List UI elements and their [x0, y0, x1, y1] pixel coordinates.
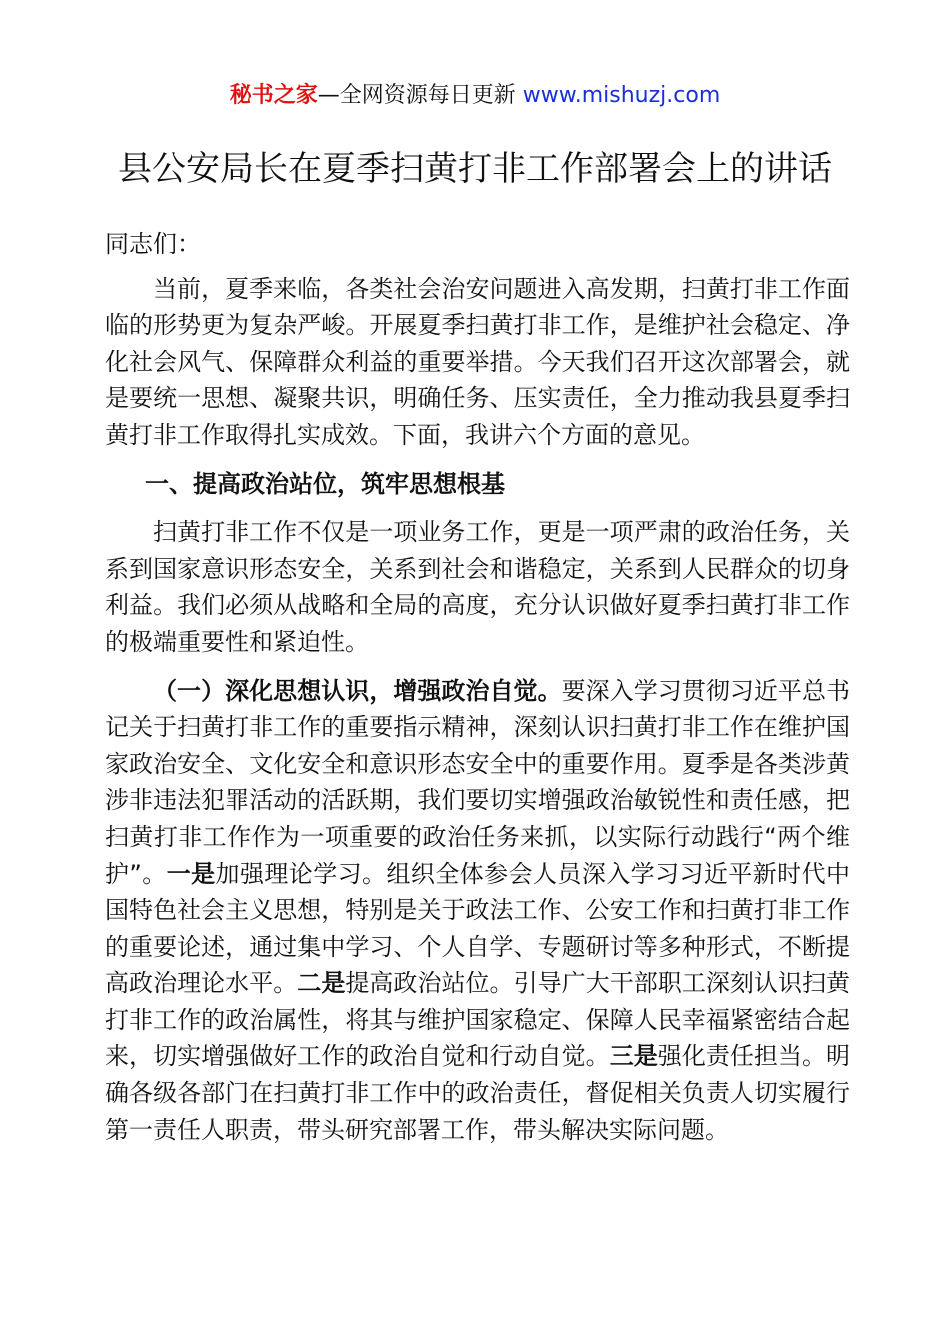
salutation: 同志们：	[105, 230, 201, 258]
subsection-1-text-1: 要深入学习贯彻习近平总书记关于扫黄打非工作的重要指示精神，深刻认识扫黄打非工作在维护国家政治安全、文化安全和意识形态安全中的重要作用。夏季是各类涉黄涉非违法犯罪活动的活跃期，我们要切实增强政治敏锐性和责任感，把扫黄打非工作作为一项重要的政治任务来抓，以实际行动践行“两个维护”。	[105, 676, 851, 888]
document-body	[105, 226, 850, 1148]
point-marker-1: 一是	[166, 859, 216, 888]
point-marker-2: 二是	[297, 969, 346, 998]
site-brand: 秘书之家	[229, 83, 318, 108]
subsection-1-lead: （一）深化思想认识，增强政治自觉。	[153, 676, 562, 705]
site-url-link[interactable]: www.mishuzj.com	[522, 83, 721, 108]
point-marker-3: 三是	[609, 1042, 658, 1071]
site-header	[0, 80, 950, 112]
document-title: 县公安局长在夏季扫黄打非工作部署会上的讲话	[118, 149, 832, 189]
subsection-1-text-4: 强化责任担当。明确各级各部门在扫黄打非工作中的政治责任，督促相关负责人切实履行第一责任人职责，带头研究部署工作，带头解决实际问题。	[105, 1042, 851, 1144]
subsection-1-text-2: 加强理论学习。组织全体参会人员深入学习习近平新时代中国特色社会主义思想，特别是关于政法工作、公安工作和扫黄打非工作的重要论述，通过集中学习、个人自学、专题研讨等多种形式，不断提高政治理论水平。	[105, 859, 851, 998]
section-1-paragraph: 扫黄打非工作不仅是一项业务工作，更是一项严肃的政治任务，关系到国家意识形态安全，关系到社会和谐稳定，关系到人民群众的切身利益。我们必须从战略和全局的高度，充分认识做好夏季扫黄打非工作的极端重要性和紧迫性。	[105, 518, 850, 656]
subsection-1-text-3: 提高政治站位。引导广大干部职工深刻认识扫黄打非工作的政治属性，将其与维护国家稳定、保障人民幸福紧密结合起来，切实增强做好工作的政治自觉和行动自觉。	[105, 969, 851, 1071]
site-tagline: —全网资源每日更新	[317, 83, 523, 108]
section-heading-1: 一、提高政治站位，筑牢思想根基	[145, 469, 505, 498]
subsection-1-paragraph	[105, 673, 850, 1149]
intro-paragraph: 当前，夏季来临，各类社会治安问题进入高发期，扫黄打非工作面临的形势更为复杂严峻。开展夏季扫黄打非工作，是维护社会稳定、净化社会风气、保障群众利益的重要举措。今天我们召开这次部署会，就是要统一思想、凝聚共识，明确任务、压实责任，全力推动我县夏季扫黄打非工作取得扎实成效。下面，我讲六个方面的意见。	[105, 274, 850, 449]
